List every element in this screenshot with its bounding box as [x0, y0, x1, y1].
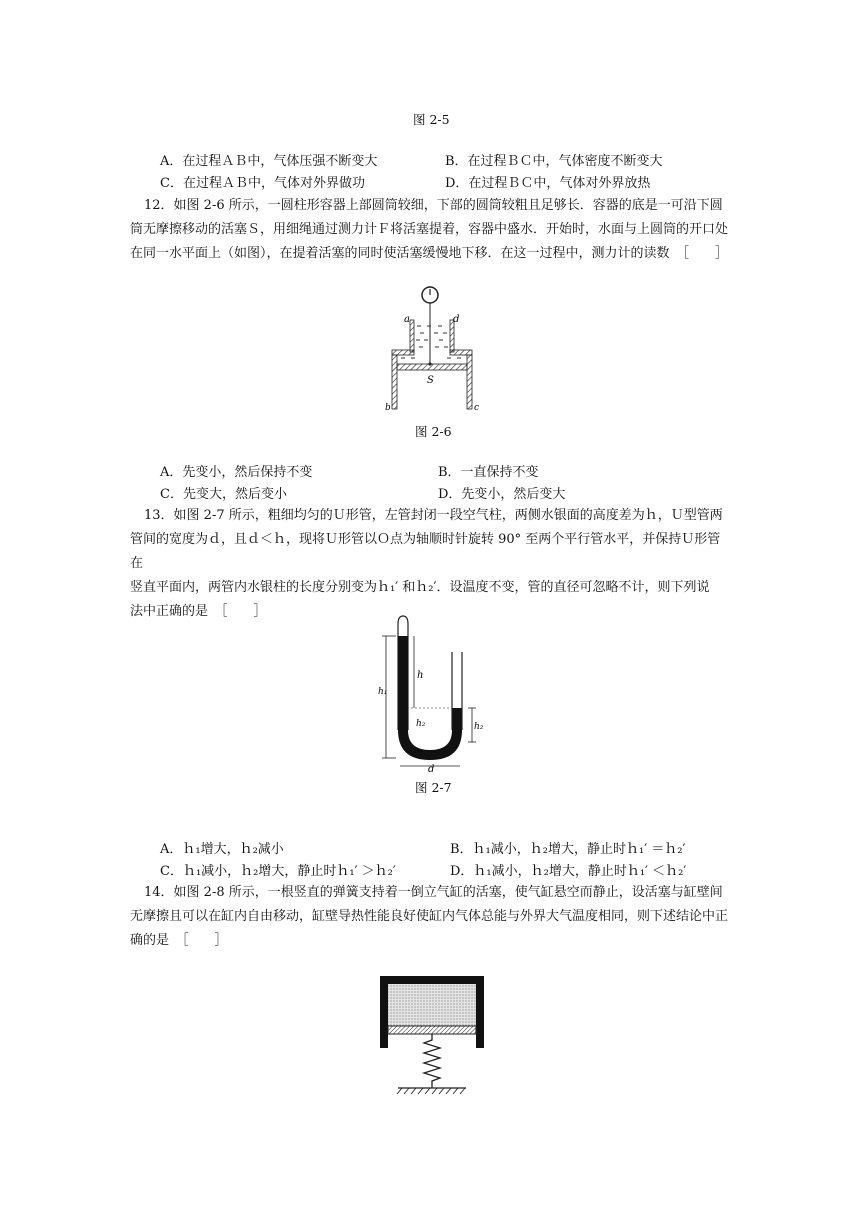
q13-line-1: 13．如图 2-7 所示，粗细均匀的Ｕ形管，左管封闭一段空气柱，两侧水银面的高度差为ｈ，Ｕ型管两 — [144, 508, 723, 523]
q12-option-c: C．先变大，然后变小 — [160, 487, 287, 502]
q11-option-c: C．在过程ＡＢ中，气体对外界做功 — [160, 176, 365, 191]
label-h2-left: h₂ — [416, 719, 426, 729]
q13-option-d: D．ｈ₁减小，ｈ₂增大，静止时ｈ₁′ ＜ｈ₂′ — [450, 864, 687, 879]
label-h2-right: h₂ — [474, 722, 484, 732]
q11-options-row-2 — [160, 172, 760, 194]
q13-line-4: 法中正确的是 ［ ］ — [130, 604, 267, 619]
q12-line-1: 12．如图 2-6 所示，一圆柱形容器上部圆筒较细，下部的圆筒较粗且足够长．容器的底是一可沿下圆 — [144, 198, 723, 213]
figure-2-8-cylinder-diagram — [372, 970, 492, 1098]
q13-option-a: A．ｈ₁增大，ｈ₂减小 — [160, 842, 284, 857]
q14-stem — [130, 881, 730, 953]
q12-options-row-1 — [160, 461, 760, 483]
q11-options-row-1 — [160, 150, 760, 172]
label-s: S — [427, 375, 434, 386]
q11-option-a: A．在过程ＡＢ中，气体压强不断变大 — [160, 154, 378, 169]
q12-options-row-2 — [160, 483, 760, 505]
label-b: b — [385, 403, 391, 413]
label-a: a — [404, 314, 410, 325]
q11-option-b: B．在过程ＢＣ中，气体密度不断变大 — [445, 154, 663, 169]
q13-line-2: 管间的宽度为ｄ，且ｄ＜ｈ，现将Ｕ形管以Ｏ点为轴顺时针旋转 90° 至两个平行管水平，并保持Ｕ形管在 — [130, 532, 721, 571]
q13-option-c: C．ｈ₁减小，ｈ₂增大，静止时ｈ₁′ ＞ｈ₂′ — [160, 864, 396, 879]
q12-option-b: B．一直保持不变 — [438, 465, 539, 480]
q13-option-b: B．ｈ₁减小，ｈ₂增大，静止时ｈ₁′ ＝ｈ₂′ — [450, 842, 686, 857]
q11-option-d: D．在过程ＢＣ中，气体对外界放热 — [445, 176, 651, 191]
label-d: d — [428, 764, 435, 772]
figure-2-6-container-diagram — [383, 284, 483, 414]
figure-2-6-caption: 图 2-6 — [415, 424, 452, 439]
q12-option-a: A．先变小，然后保持不变 — [160, 465, 313, 480]
q14-line-2: 无摩擦且可以在缸内自由移动，缸壁导热性能良好使缸内气体总能与外界大气温度相同，则下述结论中正 — [130, 909, 729, 924]
figure-2-7-caption: 图 2-7 — [415, 780, 452, 795]
q14-line-1: 14．如图 2-8 所示，一根竖直的弹簧支持着一倒立气缸的活塞，使气缸悬空而静止，设活塞与缸壁间 — [144, 885, 723, 900]
q13-options-row-2 — [160, 860, 760, 882]
figure-2-7-u-tube-diagram — [378, 612, 488, 772]
q12-line-2: 筒无摩擦移动的活塞Ｓ，用细绳通过测力计Ｆ将活塞提着，容器中盛水．开始时，水面与上圆筒的开口处 — [130, 222, 729, 237]
label-c: c — [474, 403, 480, 413]
q13-line-3: 竖直平面内，两管内水银柱的长度分别变为ｈ₁′ 和ｈ₂′．设温度不变，管的直径可忽略不计，则下列说 — [130, 580, 710, 595]
label-h: h — [417, 670, 424, 681]
label-h1: h₁ — [378, 687, 388, 697]
q13-stem — [130, 504, 730, 624]
q14-line-3: 确的是 ［ ］ — [130, 933, 228, 948]
label-d: d — [453, 314, 460, 325]
q13-options-row-1 — [160, 838, 760, 860]
figure-2-5-caption: 图 2-5 — [413, 112, 450, 127]
q12-option-d: D．先变小，然后变大 — [438, 487, 566, 502]
q12-stem — [130, 194, 730, 266]
label-o: O — [428, 737, 437, 748]
q12-line-3: 在同一水平面上（如图），在提着活塞的同时使活塞缓慢地下移．在这一过程中，测力计的读数 ［ ］ — [130, 246, 729, 261]
